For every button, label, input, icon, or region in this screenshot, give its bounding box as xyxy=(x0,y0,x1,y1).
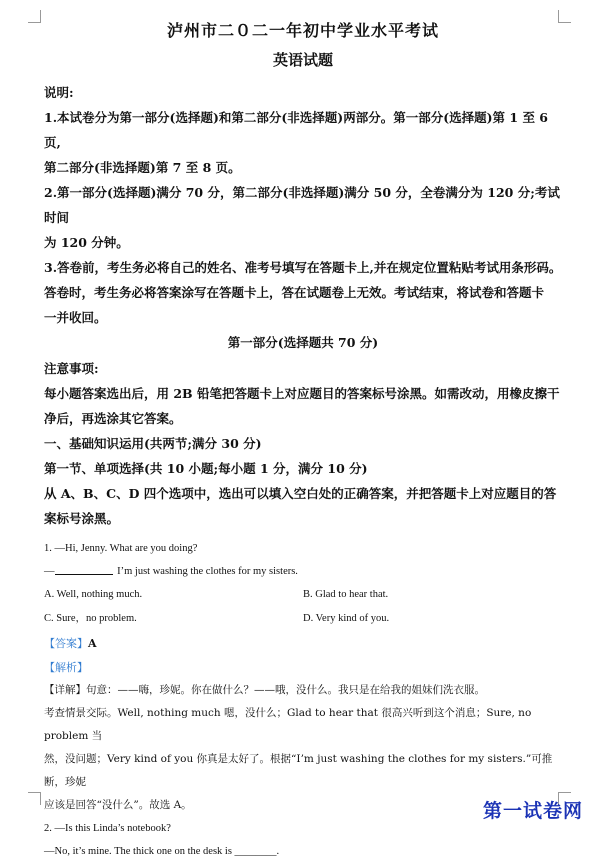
question-1-options-row xyxy=(44,607,562,631)
attention-line: 净后，再选涂其它答案。 xyxy=(44,411,182,426)
option-c: C. Sure，no problem. xyxy=(44,613,137,624)
instructions-line: 案标号涂黑。 xyxy=(44,511,120,526)
instructions-line: 从 A、B、C、D 四个选项中，选出可以填入空白处的正确答案，并把答题卡上对应题目的答 xyxy=(44,486,557,501)
explanation-line: 然，没问题；Very kind of you 你真是太好了。根据“I’m just washing the clothes for my sisters.”可推断，珍妮 xyxy=(44,753,553,788)
document-page xyxy=(44,18,562,863)
exam-title: 泸州市二０二一年初中学业水平考试 xyxy=(166,21,439,40)
explanation-line: 应该是回答“没什么”。故选 A。 xyxy=(44,799,192,811)
attention-heading: 注意事项: xyxy=(44,361,99,376)
notes-line: 答卷时，考生务必将答案涂写在答题卡上，答在试题卷上无效。考试结束，将试卷和答题卡 xyxy=(44,285,545,300)
option-d: D. Very kind of you. xyxy=(303,613,390,624)
question-1-response: — I’m just washing the clothes for my sisters. xyxy=(44,560,562,583)
answer-value: A xyxy=(88,637,97,650)
explanation-line: 【详解】句意：——嗨，珍妮。你在做什么？——哦，没什么。我只是在给我的姐妹们洗衣服。 xyxy=(44,684,485,696)
question-1-prompt: 1. —Hi, Jenny. What are you doing? xyxy=(44,543,198,554)
answer-blank xyxy=(55,562,113,575)
section1-part1-heading: 第一节、单项选择(共 10 小题;每小题 1 分，满分 10 分) xyxy=(44,461,368,476)
attention-line: 每小题答案选出后，用 2B 铅笔把答题卡上对应题目的答案标号涂黑。如需改动，用橡皮擦干 xyxy=(44,386,560,401)
explanation-line: 考查情景交际。Well, nothing much 嗯，没什么；Glad to hear that 很高兴听到这个消息；Sure, no problem 当 xyxy=(44,707,532,742)
notes-heading: 说明: xyxy=(44,85,74,100)
answer-line xyxy=(44,633,562,655)
corner-mark-top-left xyxy=(28,10,41,23)
notes-line: 一并收回。 xyxy=(44,310,107,325)
analysis-tag: 【解析】 xyxy=(44,661,88,674)
notes-line: 2.第一部分(选择题)满分 70 分，第二部分(非选择题)满分 50 分，全卷满分为 120 分;考试时间 xyxy=(44,185,560,225)
notes-line: 为 120 分钟。 xyxy=(44,235,129,250)
section1-heading: 一、基础知识运用(共两节;满分 30 分) xyxy=(44,436,262,451)
question-2-prompt: 2. —Is this Linda’s notebook? xyxy=(44,823,171,834)
exam-subtitle: 英语试题 xyxy=(272,51,333,69)
option-a: A. Well, nothing much. xyxy=(44,589,143,600)
site-watermark: 第一试卷网 xyxy=(482,800,583,822)
question-2-response: —No, it’s mine. The thick one on the desk is ________. xyxy=(44,846,280,857)
notes-line: 1.本试卷分为第一部分(选择题)和第二部分(非选择题)两部分。第一部分(选择题)第 1 至 6 页, xyxy=(44,110,548,150)
option-b: B. Glad to hear that. xyxy=(303,589,389,600)
question-1-options-row xyxy=(44,583,562,607)
answer-tag: 【答案】 xyxy=(44,637,88,650)
notes-line: 第二部分(非选择题)第 7 至 8 页。 xyxy=(44,160,241,175)
corner-mark-bottom-left xyxy=(28,792,41,805)
notes-line: 3.答卷前，考生务必将自己的姓名、准考号填写在答题卡上,并在规定位置粘贴考试用条形码。 xyxy=(44,260,562,275)
part1-heading: 第一部分(选择题共 70 分) xyxy=(227,335,379,350)
